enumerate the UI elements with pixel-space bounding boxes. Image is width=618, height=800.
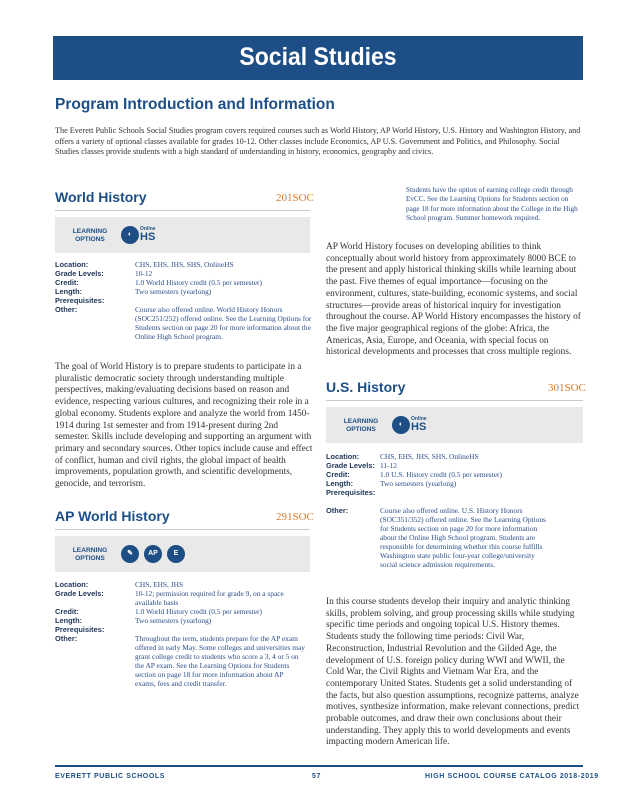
course-info-us-history: Location: CHS, EHS, JHS, SHS, OnlineHS Grade Levels: 11-12 Credit: 1.0 U.S. History credit (0.5 per semester) Length: Two semesters (yearlong) Prerequisites: Other: Course also offered online. U.S. History Honors (SOC351/352) offered online. See the Learning Options for Students section on page 20 for more information about the Online High School program. Students are responsible for determining whether this course fulfills Washington state public four-year college/university social science admission requirements. (326, 452, 546, 569)
course-description-world-history: The goal of World History is to prepare students to participate in a pluralistic democratic society through understanding multiple perspectives, making/evaluating decisions based on reason and evidence, respecting various cultures, and recognizing their role in a global economy. Students explore and analyze the world from 1450-1914 during 1st semester and from 1914-present during 2nd semester. Skills include developing and supporting an argument with primary and secondary sources. Other topics include cause and effect of conflict, human and civil rights, the global impact of health improvements, population growth, and scientific developments, genocide, and terrorism. (55, 362, 313, 490)
online-hs-icon: ◐ (121, 226, 139, 244)
ap-icon: AP (144, 545, 162, 563)
divider (55, 529, 310, 530)
college-credit-icon: E (167, 545, 185, 563)
course-code-ap-world-history: 291SOC (276, 511, 314, 523)
page-banner (53, 36, 583, 80)
learning-options-label: LEARNING OPTIONS (72, 228, 108, 243)
course-info-world-history: Location: CHS, EHS, JHS, SHS, OnlineHS Grade Levels: 10-12 Credit: 1.0 World History credit (0.5 per semester) Length: Two semesters (yearlong) Prerequisites: Other: Course also offered online. World History Honors (SOC251/252) offered online. See the Learning Options for Students section on page 20 for more information about the Online High School program. (55, 260, 312, 341)
footer-rule (55, 765, 583, 767)
college-credit-note: Students have the option of earning college credit through EvCC. See the Learning Options for Students section on page 18 for more information about the College in the High School program. Summer homework required. (406, 186, 578, 222)
learning-options-box: LEARNING OPTIONS ◐ Online HS (326, 407, 583, 443)
intro-paragraph: The Everett Public Schools Social Studies program covers required courses such as World History, AP World History, U.S. History and Washington History, and offers a variety of optional classes available for grades 10-12. Other classes include Economics, AP U.S. Government and Politics, and Philosophy. Social Studies classes provide students with a high standard of understanding in history, economics, geography and civics. (55, 126, 581, 157)
footer-district: EVERETT PUBLIC SCHOOLS (55, 773, 166, 780)
course-code-us-history: 301SOC (548, 382, 586, 394)
course-title-ap-world-history: AP World History (55, 508, 170, 524)
learning-options-box: LEARNING OPTIONS ✎ AP E (55, 536, 310, 572)
divider (55, 210, 310, 211)
footer-catalog: HIGH SCHOOL COURSE CATALOG 2018-2019 (425, 773, 599, 780)
section-heading: Program Introduction and Information (55, 96, 335, 113)
learning-options-box: LEARNING OPTIONS ◐ Online HS (55, 217, 310, 253)
online-hs-icon: ◐ (392, 416, 410, 434)
page-title: Social Studies (239, 43, 397, 71)
online-hs-label: HS (140, 231, 156, 243)
course-info-ap-world-history: Location: CHS, EHS, JHS Grade Levels: 10-12; permission required for grade 9, on a space available basis Credit: 1.0 World History credit (0.5 per semester) Length: Two semesters (yearlong) Prerequisites: Other: Throughout the term, students prepare for the AP exam offered in early May. Some colleges and universities may grant college credit to students who score a 3, 4 or 5 on the AP exam. See the Learning Options for Students section on page 18 for more information about AP exams, fees and credit transfer. (55, 580, 305, 688)
course-title-world-history: World History (55, 189, 147, 205)
online-icon: ✎ (121, 545, 139, 563)
online-hs-label: HS (411, 421, 427, 433)
page-number: 57 (312, 773, 321, 780)
course-description-ap-world-history: AP World History focuses on developing abilities to think conceptually about world history from approximately 8000 BCE to the present and apply historical thinking skills while learning about the past. Five themes of equal importance—focusing on the environment, cultures, state-building, economic systems, and social structures—provide areas of historical inquiry for investigation throughout the course. AP World History encompasses the history of the five major geographical regions of the globe: Africa, the Americas, Asia, Europe, and Oceania, with special focus on historical developments and processes that cross multiple regions. (326, 242, 581, 358)
divider (326, 400, 583, 401)
course-description-us-history: In this course students develop their inquiry and analytic thinking skills, problem solving, and group processing skills while studying specific time periods and ongoing topical U.S. History themes. Students study the following time periods: Civil War, Reconstruction, Industrial Revolution and the Gilded Age, the development of U.S. foreign policy during WWI and WWII, the Cold War, the Civil Rights and Vietnam War Era, and the contemporary United States. Students get a solid understanding of the facts, but also question assumptions, recognize patterns, analyze motives, synthesize information, make relevant connections, predict probable outcomes, and draw their own conclusions about their understanding. They apply this to world developments and events impacting modern American life. (326, 597, 580, 748)
course-title-us-history: U.S. History (326, 379, 406, 395)
course-code-world-history: 201SOC (276, 192, 314, 204)
